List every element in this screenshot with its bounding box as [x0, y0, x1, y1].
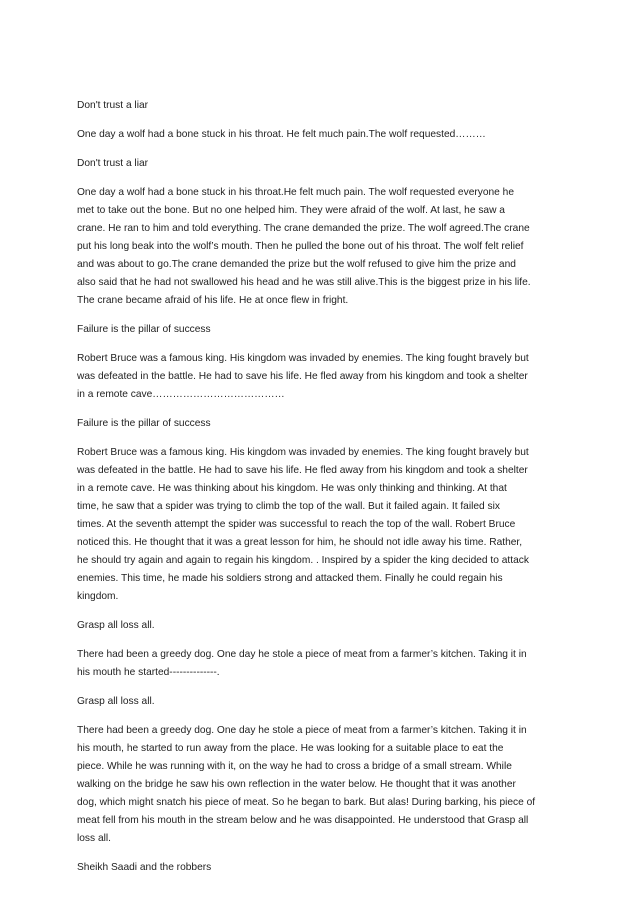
text-line: enemies. This time, he made his soldiers strong and attacked them. Finally he could regain his: [77, 573, 503, 584]
text-line: and was about to go.The crane demanded the prize but the wolf refused to give him the prize and: [77, 259, 516, 270]
text-line: One day a wolf had a bone stuck in his throat. He felt much pain.The wolf requested………: [77, 129, 486, 140]
text-line: One day a wolf had a bone stuck in his throat.He felt much pain. The wolf requested everyone he: [77, 187, 515, 198]
paragraph-heading: [77, 155, 567, 173]
text-line: time, he saw that a spider was trying to climb the top of the wall. But it failed again. It failed six: [77, 501, 500, 512]
paragraph: [77, 184, 567, 310]
text-line: Robert Bruce was a famous king. His kingdom was invaded by enemies. The king fought bravely but: [77, 353, 529, 364]
document-body: [77, 97, 567, 888]
paragraph: [77, 722, 567, 848]
paragraph: [77, 444, 567, 606]
text-line: There had been a greedy dog. One day he stole a piece of meat from a farmer’s kitchen. Taking it in: [77, 725, 527, 736]
text-line: kingdom.: [77, 591, 119, 602]
text-line: dog, which might snatch his piece of meat. So he began to bark. But alas! During barking, his piece of: [77, 797, 536, 808]
text-line: times. At the seventh attempt the spider was successful to reach the top of the wall. Robert Bruce: [77, 519, 516, 530]
paragraph-heading: [77, 126, 567, 144]
text-line: walking on the bridge he saw his own reflection in the water below. He thought that it was another: [77, 779, 516, 790]
text-line: crane. He ran to him and told everything. The crane demanded the prize. The wolf agreed.The crane: [77, 223, 530, 234]
paragraph: [77, 646, 567, 682]
text-line: noticed this. He thought that it was a great lesson for him, he should not idle away his time. Rather,: [77, 537, 523, 548]
text-line: Don't trust a liar: [77, 158, 149, 169]
text-line: Sheikh Saadi and the robbers: [77, 862, 212, 873]
text-line: loss all.: [77, 833, 111, 844]
paragraph-heading: [77, 97, 567, 115]
text-line: met to take out the bone. But no one helped him. They were afraid of the wolf. At last, he saw a: [77, 205, 505, 216]
text-line: his mouth he started--------------.: [77, 667, 220, 678]
text-line: was defeated in the battle. He had to save his life. He fled away from his kingdom and took a shelter: [77, 371, 528, 382]
text-line: put his long beak into the wolf’s mouth. Then he pulled the bone out of his throat. The wolf felt relief: [77, 241, 524, 252]
text-line: was defeated in the battle. He had to save his life. He fled away from his kingdom and took a shelter: [77, 465, 528, 476]
text-line: his mouth, he started to run away from the place. He was looking for a suitable place to eat the: [77, 743, 504, 754]
text-line: Grasp all loss all.: [77, 696, 155, 707]
text-line: Failure is the pillar of success: [77, 418, 211, 429]
text-line: meat fell from his mouth in the stream below and he was disappointed. He understood that Grasp all: [77, 815, 529, 826]
text-line: also said that he had not swallowed his head and he was still alive.This is the biggest prize in his life.: [77, 277, 531, 288]
text-line: Don't trust a liar: [77, 100, 149, 111]
text-line: The crane became afraid of his life. He at once flew in fright.: [77, 295, 349, 306]
paragraph-heading: [77, 693, 567, 711]
text-line: in a remote cave. He was thinking about his kingdom. He was only thinking and thinking. At that: [77, 483, 507, 494]
paragraph-heading: [77, 415, 567, 433]
text-line: piece. While he was running with it, on the way he had to cross a bridge of a small stream. While: [77, 761, 512, 772]
text-line: Robert Bruce was a famous king. His kingdom was invaded by enemies. The king fought bravely but: [77, 447, 529, 458]
text-line: in a remote cave…………………………………: [77, 389, 285, 400]
paragraph-heading: [77, 617, 567, 635]
text-line: Grasp all loss all.: [77, 620, 155, 631]
text-line: he should try again and again to regain his kingdom. . Inspired by a spider the king decided to attack: [77, 555, 529, 566]
paragraph-heading: [77, 321, 567, 339]
text-line: There had been a greedy dog. One day he stole a piece of meat from a farmer’s kitchen. Taking it in: [77, 649, 527, 660]
paragraph: [77, 350, 567, 404]
paragraph-heading: [77, 859, 567, 877]
text-line: Failure is the pillar of success: [77, 324, 211, 335]
